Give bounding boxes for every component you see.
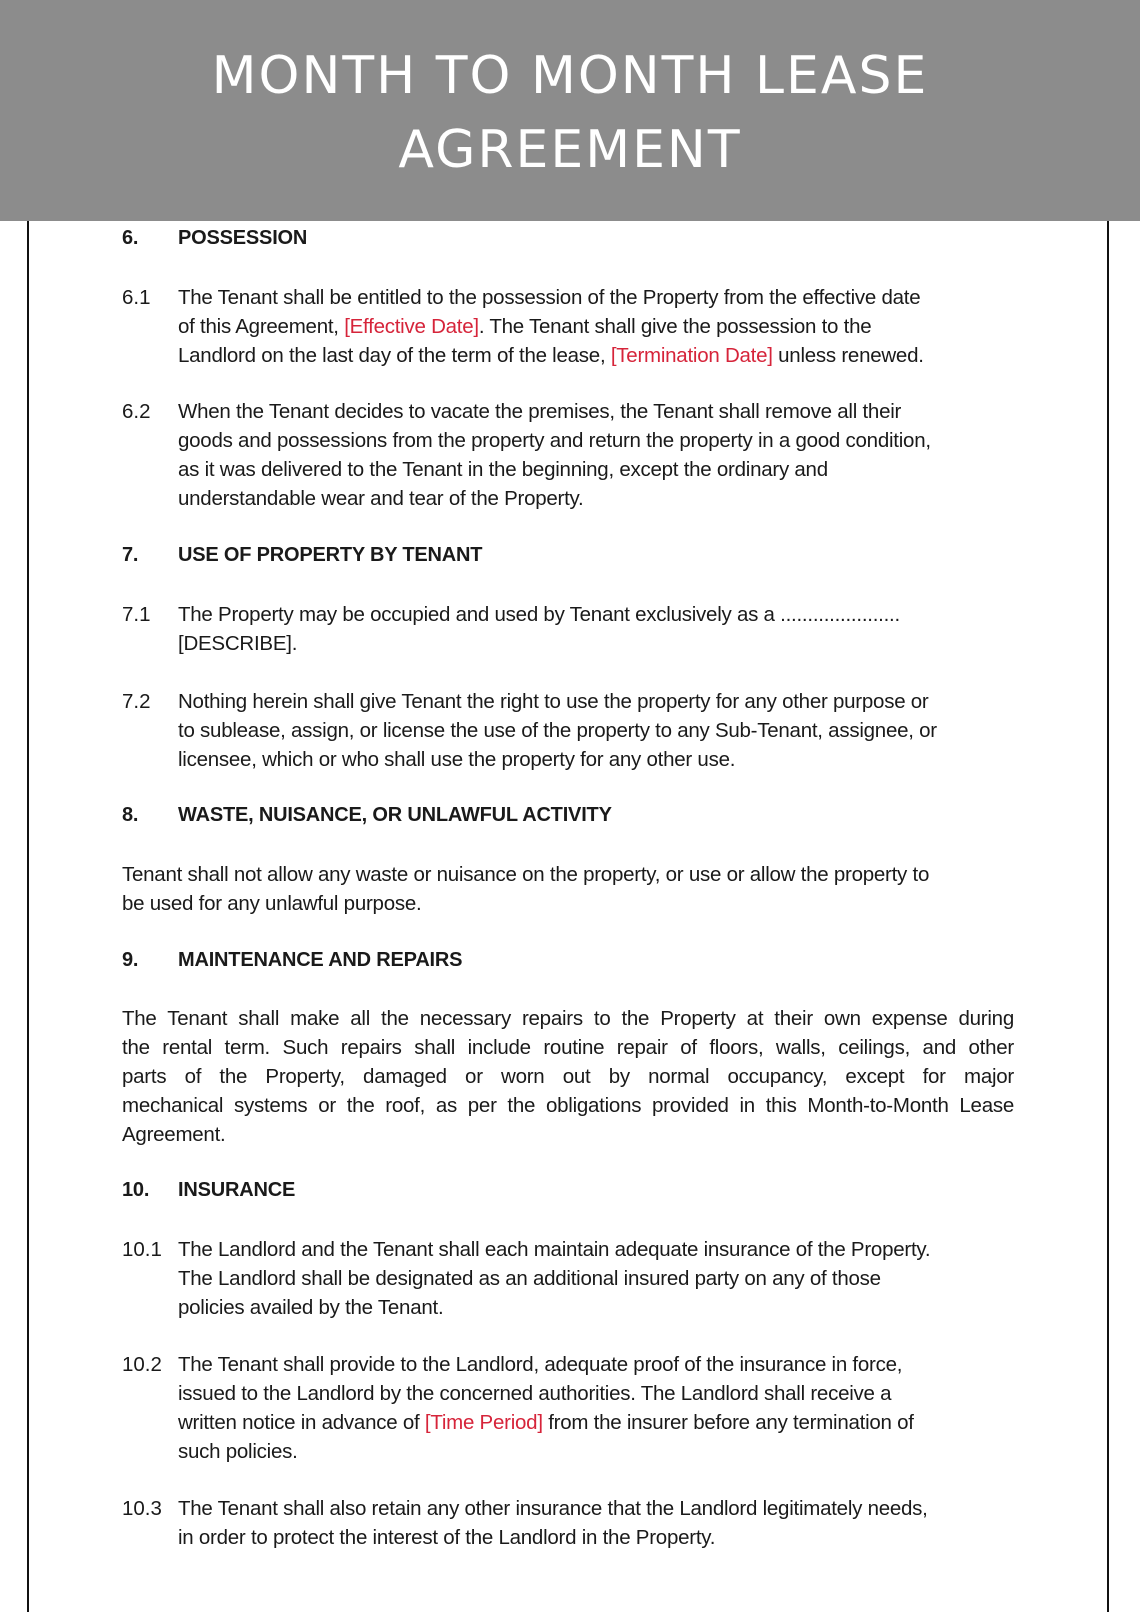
clause-10-3-line-1: The Tenant shall also retain any other insurance that the Landlord legitimately needs, [178, 1497, 928, 1520]
clause-10-2-line-3a: written notice in advance of [178, 1411, 425, 1434]
section-9-line-4: mechanical systems or the roof, as per the obligations provided in this Month-to-Month Lease [122, 1094, 1014, 1117]
clause-7-1-line-1: The Property may be occupied and used by Tenant exclusively as a ...................... [178, 603, 900, 626]
clause-6-2-line-2: goods and possessions from the property and return the property in a good condition, [178, 429, 931, 452]
clause-10-3-line-2: in order to protect the interest of the Landlord in the Property. [178, 1526, 716, 1549]
clause-7-1-line-2: [DESCRIBE]. [178, 632, 298, 655]
clause-10-2-line-1: The Tenant shall provide to the Landlord, adequate proof of the insurance in force, [178, 1353, 903, 1376]
clause-10-1-line-2: The Landlord shall be designated as an additional insured party on any of those [178, 1267, 881, 1290]
section-9-title: MAINTENANCE AND REPAIRS [178, 949, 463, 971]
clause-6-2-line-3: as it was delivered to the Tenant in the beginning, except the ordinary and [178, 458, 828, 481]
clause-7-2-line-3: licensee, which or who shall use the property for any other use. [178, 748, 736, 771]
clause-10-2-line-4: such policies. [178, 1440, 298, 1463]
clause-6-1-line-2 [178, 312, 924, 341]
clause-10-1-line-3: policies availed by the Tenant. [178, 1296, 444, 1319]
section-8-line-1: Tenant shall not allow any waste or nuisance on the property, or use or allow the property to [122, 863, 930, 886]
clause-10-3-text [178, 1494, 928, 1552]
section-8-line-2: be used for any unlawful purpose. [122, 892, 422, 915]
section-9-line-5: Agreement. [122, 1123, 226, 1146]
clause-7-2-text [178, 687, 937, 774]
clause-6-2-line-1: When the Tenant decides to vacate the premises, the Tenant shall remove all their [178, 400, 902, 423]
clause-6-1-line-1: The Tenant shall be entitled to the possession of the Property from the effective date [178, 286, 921, 309]
banner-title-line-2: AGREEMENT [398, 119, 742, 180]
section-10-title: INSURANCE [178, 1179, 296, 1201]
termination-date-placeholder: [Termination Date] [610, 344, 773, 367]
section-9-text [122, 1004, 1014, 1149]
clause-7-2-line-1: Nothing herein shall give Tenant the right to use the property for any other purpose or [178, 690, 929, 713]
clause-6-1-line-3 [178, 341, 924, 370]
clause-6-2-line-4: understandable wear and tear of the Property. [178, 487, 584, 510]
section-9-line-3: parts of the Property, damaged or worn out by normal occupancy, except for major [122, 1065, 1014, 1088]
clause-6-1-line-3c: unless renewed. [772, 344, 924, 367]
clause-10-2-line-3c: from the insurer before any termination of [542, 1411, 914, 1434]
section-6-title: POSSESSION [178, 227, 308, 249]
clause-6-1-number: 6.1 [122, 286, 151, 309]
clause-10-3-number: 10.3 [122, 1497, 162, 1520]
clause-6-1-text [178, 283, 924, 370]
title-banner [0, 0, 1140, 221]
clause-10-1-line-1: The Landlord and the Tenant shall each maintain adequate insurance of the Property. [178, 1238, 931, 1261]
clause-6-1-line-2c: . The Tenant shall give the possession to the [478, 315, 872, 338]
clause-10-1-text [178, 1235, 930, 1322]
section-9-line-1: The Tenant shall make all the necessary repairs to the Property at their own expense during [122, 1007, 1014, 1030]
clause-10-2-text [178, 1350, 914, 1466]
section-9-number: 9. [122, 949, 139, 971]
section-7-title: USE OF PROPERTY BY TENANT [178, 544, 483, 566]
section-10-number: 10. [122, 1179, 150, 1201]
banner-title-line-1: MONTH TO MONTH LEASE [211, 45, 929, 106]
clause-6-1-line-3a: Landlord on the last day of the term of the lease, [178, 344, 611, 367]
effective-date-placeholder: [Effective Date] [344, 315, 479, 338]
clause-6-1-line-2a: of this Agreement, [178, 315, 345, 338]
time-period-placeholder: [Time Period] [424, 1411, 543, 1434]
section-6-number: 6. [122, 227, 139, 249]
clause-10-1-number: 10.1 [122, 1238, 162, 1261]
section-8-text [122, 860, 929, 918]
clause-7-1-number: 7.1 [122, 603, 151, 626]
clause-7-2-line-2: to sublease, assign, or license the use of the property to any Sub-Tenant, assignee, or [178, 719, 937, 742]
section-9-line-2: the rental term. Such repairs shall include routine repair of floors, walls, ceilings, and other [122, 1036, 1014, 1059]
section-7-number: 7. [122, 544, 139, 566]
clause-10-2-number: 10.2 [122, 1353, 162, 1376]
section-8-title: WASTE, NUISANCE, OR UNLAWFUL ACTIVITY [178, 804, 612, 826]
clause-6-2-number: 6.2 [122, 400, 151, 423]
clause-10-2-line-2: issued to the Landlord by the concerned authorities. The Landlord shall receive a [178, 1382, 892, 1405]
clause-7-1-text [178, 600, 900, 658]
clause-10-2-line-3 [178, 1408, 914, 1437]
section-8-number: 8. [122, 804, 139, 826]
clause-6-2-text [178, 397, 931, 513]
clause-7-2-number: 7.2 [122, 690, 151, 713]
